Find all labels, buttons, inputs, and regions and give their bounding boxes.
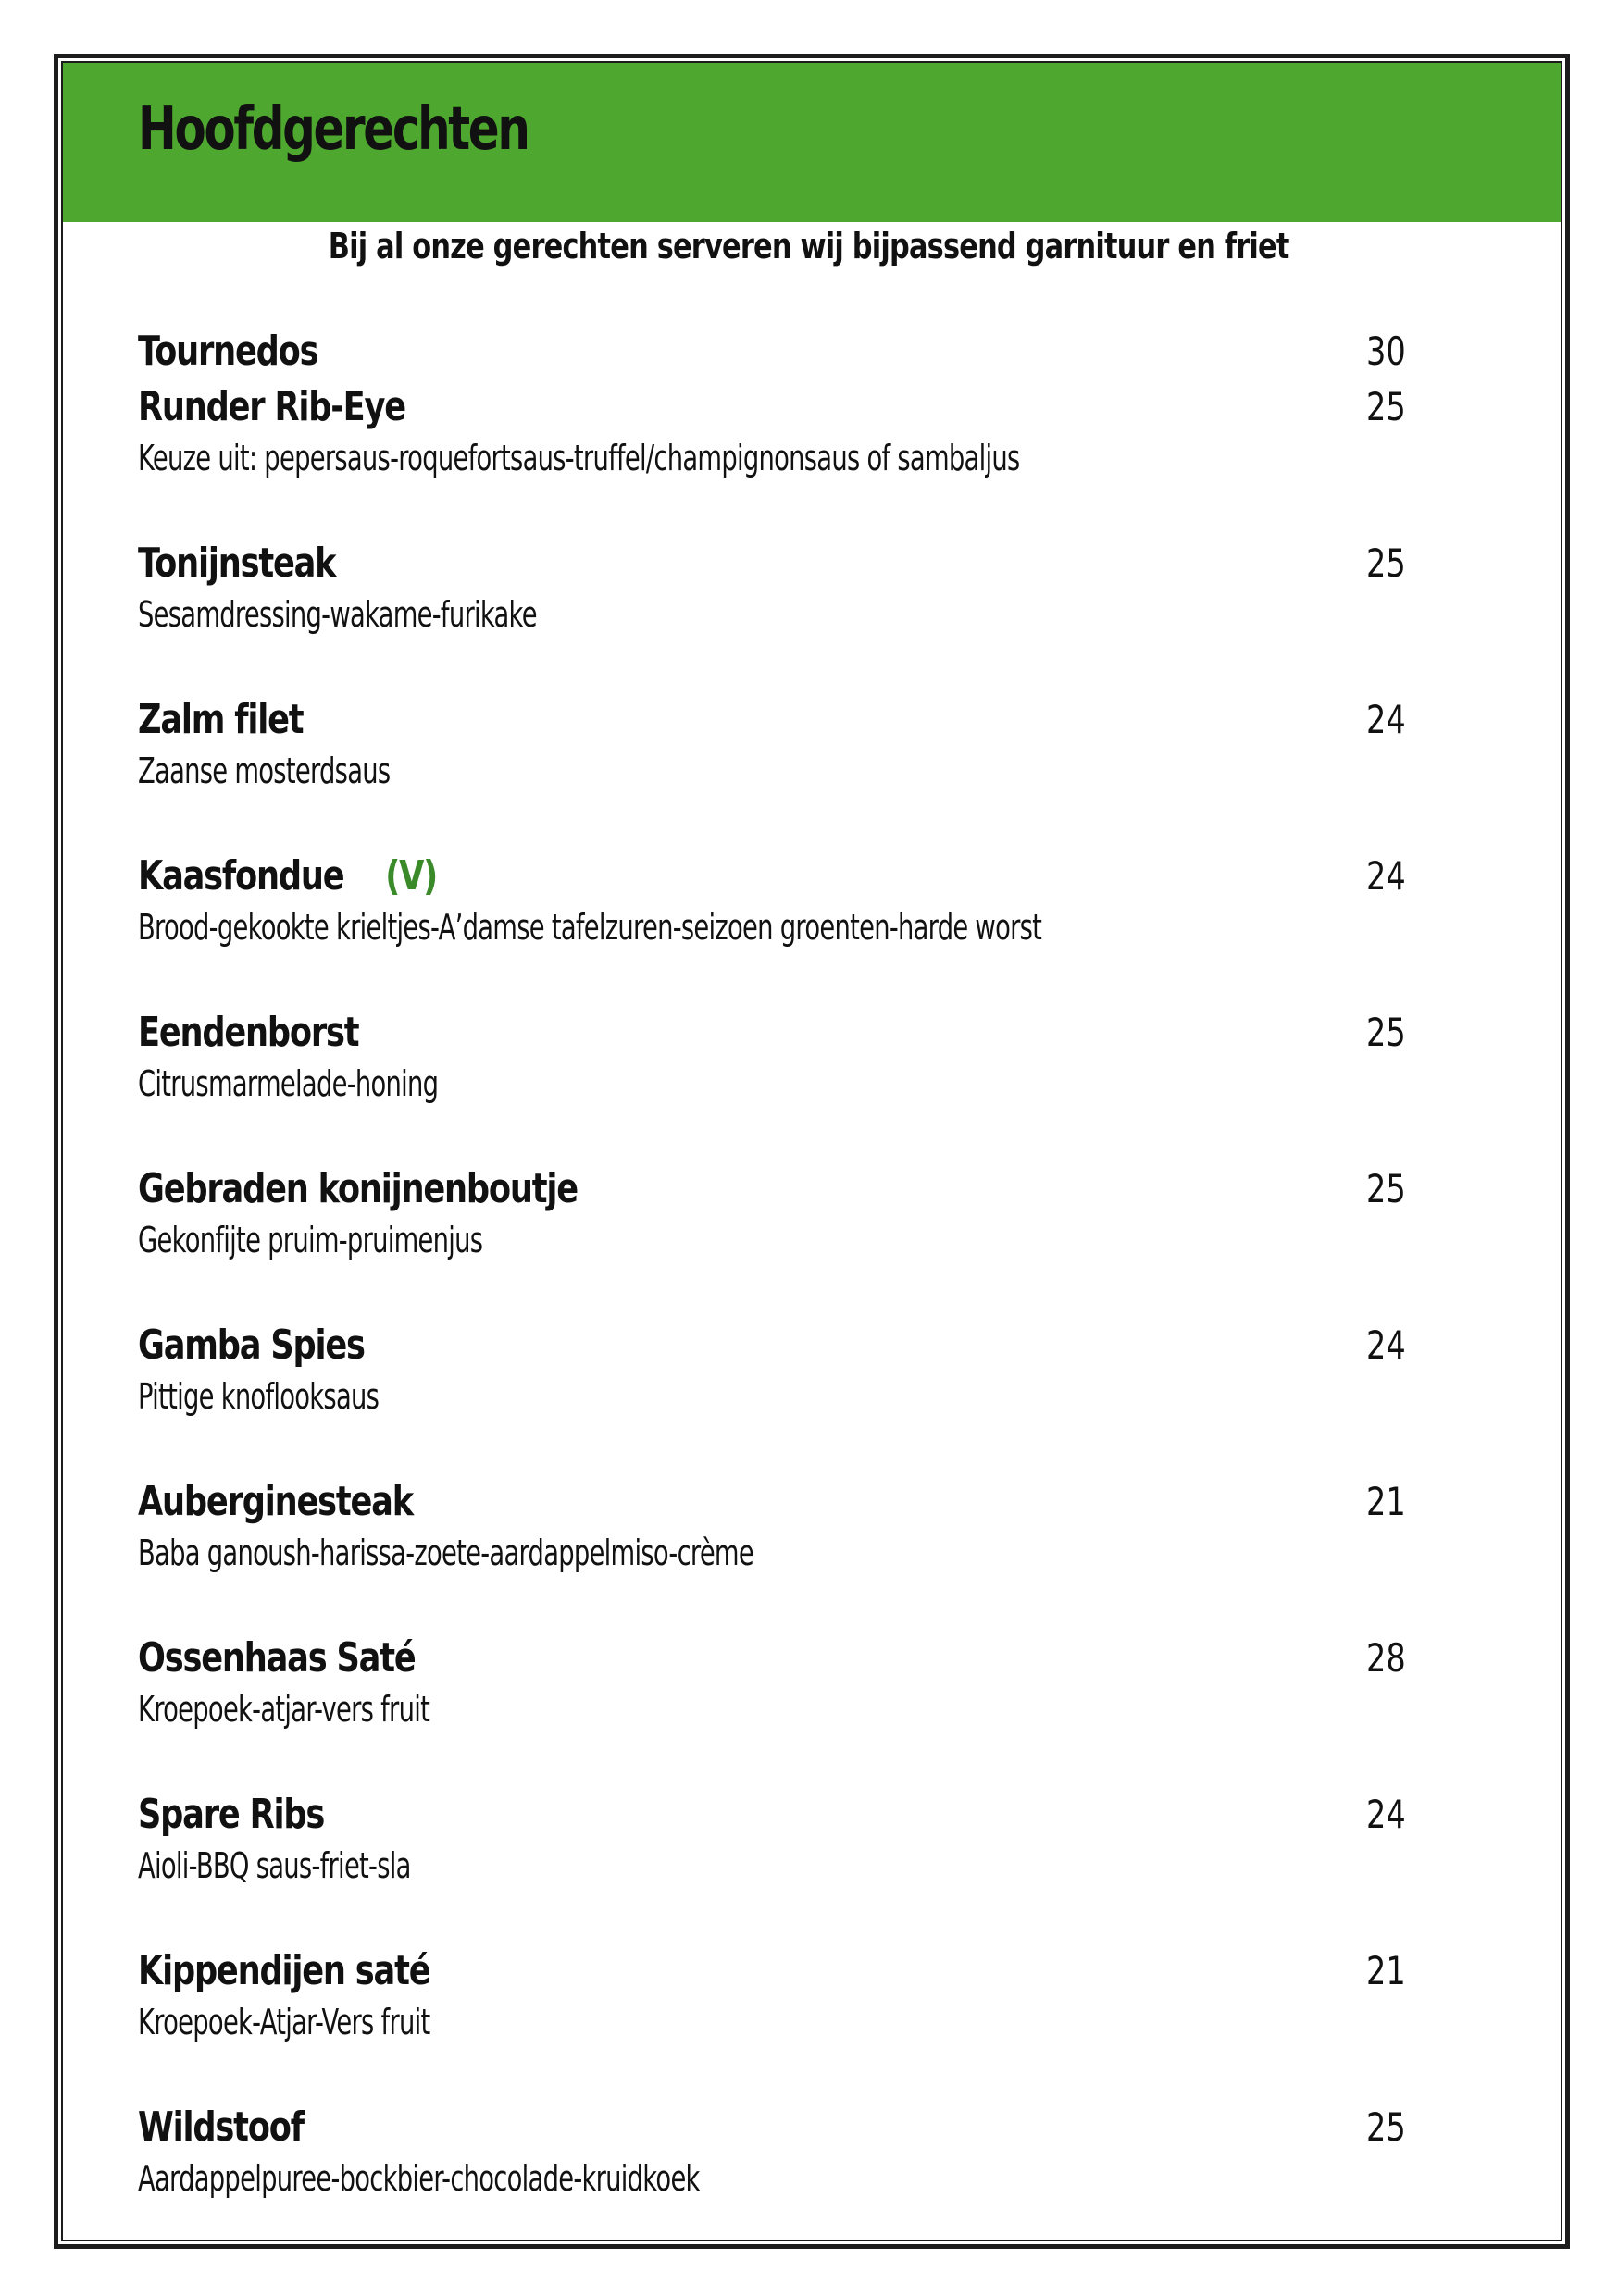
vegetarian-badge: (V) bbox=[385, 852, 438, 900]
dish-price: 21 bbox=[1366, 1479, 1406, 1524]
dish-description: Gekonfijte pruim-pruimenjus bbox=[138, 1220, 483, 1260]
dish-price: 24 bbox=[1366, 697, 1406, 742]
dish-price: 24 bbox=[1366, 1322, 1406, 1368]
dish-name-row bbox=[138, 849, 437, 904]
dish-price: 24 bbox=[1366, 1792, 1406, 1837]
dish-item bbox=[138, 1474, 1415, 1631]
dish-price: 25 bbox=[1366, 540, 1406, 586]
dish-description: Keuze uit: pepersaus-roquefortsaus-truffel/champignonsaus of sambaljus bbox=[138, 438, 1020, 478]
dish-price: 25 bbox=[1366, 384, 1406, 429]
dish-description: Zaanse mosterdsaus bbox=[138, 751, 391, 791]
dish-name: Spare Ribs bbox=[138, 1791, 325, 1838]
menu-subtitle-text: Bij al onze gerechten serveren wij bijpassend garnituur en friet bbox=[329, 226, 1289, 267]
dish-name: Tonijnsteak bbox=[138, 540, 336, 587]
dish-name: Tournedos bbox=[138, 328, 318, 375]
dish-description: Sesamdressing-wakame-furikake bbox=[138, 594, 537, 635]
dish-price: 25 bbox=[1366, 1010, 1406, 1055]
dish-item bbox=[138, 1787, 1415, 1943]
dish-item bbox=[138, 536, 1415, 692]
dish-description: Pittige knoflooksaus bbox=[138, 1376, 380, 1417]
dish-name: Auberginesteak bbox=[138, 1478, 413, 1525]
dish-item bbox=[138, 324, 1415, 379]
dish-name: Zalm filet bbox=[138, 696, 304, 743]
dish-name: Kaasfondue bbox=[138, 852, 344, 900]
dish-item bbox=[138, 1631, 1415, 1787]
page-title: Hoofdgerechten bbox=[138, 95, 529, 164]
dish-price: 25 bbox=[1366, 1166, 1406, 1211]
dish-name: Runder Rib-Eye bbox=[138, 383, 405, 430]
dish-item bbox=[138, 692, 1415, 849]
dish-item bbox=[138, 1005, 1415, 1161]
dish-name: Eendenborst bbox=[138, 1009, 359, 1056]
dish-price: 21 bbox=[1366, 1948, 1406, 1993]
dish-item bbox=[138, 1318, 1415, 1474]
dish-item bbox=[138, 2100, 1415, 2256]
dish-item bbox=[138, 1943, 1415, 2100]
dish-price: 28 bbox=[1366, 1635, 1406, 1681]
dish-name: Ossenhaas Saté bbox=[138, 1634, 416, 1682]
dish-price: 30 bbox=[1366, 329, 1406, 374]
dish-item bbox=[138, 849, 1415, 1005]
dish-item bbox=[138, 379, 1415, 536]
dish-item bbox=[138, 1161, 1415, 1318]
dish-description: Citrusmarmelade-honing bbox=[138, 1063, 439, 1104]
dish-description: Brood-gekookte krieltjes-A’damse tafelzuren-seizoen groenten-harde worst bbox=[138, 907, 1042, 948]
dish-description: Baba ganoush-harissa-zoete-aardappelmiso-crème bbox=[138, 1533, 753, 1573]
dish-price: 24 bbox=[1366, 853, 1406, 899]
dish-name: Kippendijen saté bbox=[138, 1947, 430, 1994]
dish-price: 25 bbox=[1366, 2104, 1406, 2150]
dish-name: Gebraden konijnenboutje bbox=[138, 1165, 578, 1212]
dish-description: Kroepoek-Atjar-Vers fruit bbox=[138, 2002, 430, 2042]
dish-description: Kroepoek-atjar-vers fruit bbox=[138, 1689, 430, 1730]
dish-name: Wildstoof bbox=[138, 2104, 304, 2151]
dish-name: Gamba Spies bbox=[138, 1322, 365, 1369]
menu-subtitle bbox=[54, 222, 1564, 270]
dish-description: Aioli-BBQ saus-friet-sla bbox=[138, 1845, 411, 1886]
dish-list bbox=[138, 324, 1415, 2256]
dish-description: Aardappelpuree-bockbier-chocolade-kruidkoek bbox=[138, 2158, 700, 2199]
